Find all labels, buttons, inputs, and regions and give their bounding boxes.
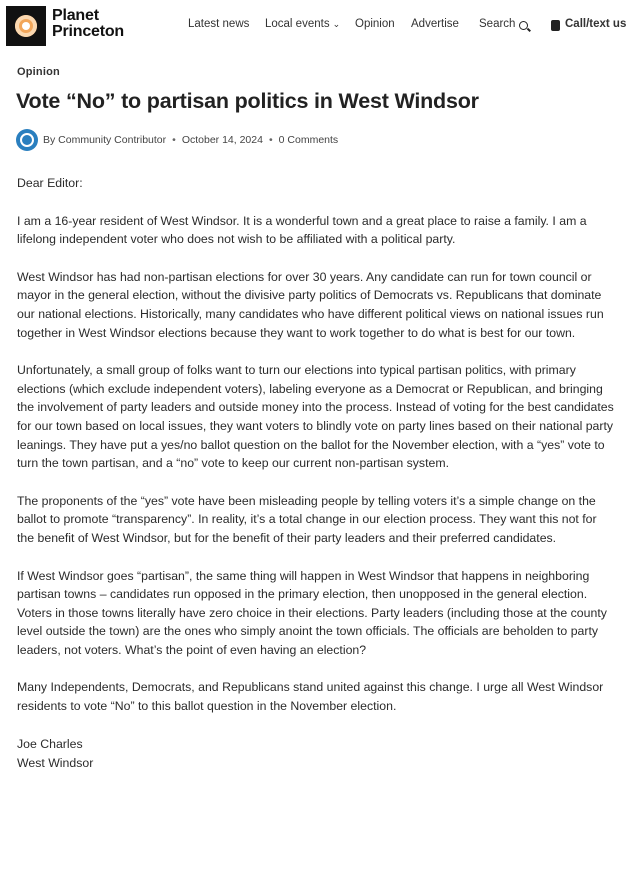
article-paragraph: If West Windsor goes “partisan”, the same thing will happen in West Windsor that happens in neighboring partisan towns – candidates run opposed in the primary election, then unopposed in the general election. Voters in those towns literally have zero choice in their elections. Party leaders (including those at the county level outside the town) are the ones who simply anoint the town officials. The officials are beholden to party leaders, not voters. What’s the point of even having an election?: [17, 568, 607, 657]
site-header: [0, 0, 629, 56]
article-paragraph: The proponents of the “yes” vote have been misleading people by telling voters it’s a simple change on the ballot to promote “transparency”. In reality, it’s a total change in our election process. They want this not for the benefit of West Windsor, but for the benefit of their party leaders and their preferred candidates.: [17, 493, 597, 545]
logo-line-1: Planet: [52, 7, 99, 24]
nav-latest-news[interactable]: Latest news: [188, 18, 250, 30]
chevron-down-icon: ⌄: [332, 18, 341, 29]
article-paragraph: I am a 16-year resident of West Windsor. It is a wonderful town and a great place to raise a family. I am a lifelong independent voter who does not wish to be affiliated with a political party.: [17, 213, 587, 247]
article-comments-link[interactable]: 0 Comments: [278, 134, 339, 146]
signature-name: Joe Charles: [17, 736, 83, 751]
article-date: October 14, 2024: [181, 134, 263, 146]
search-icon: [519, 21, 528, 30]
article-paragraph: Many Independents, Democrats, and Republicans stand united against this change. I urge all West Windsor residents to vote “No” to this ballot question in the November election.: [17, 680, 604, 714]
nav-advertise[interactable]: Advertise: [411, 18, 459, 30]
article-paragraph: Unfortunately, a small group of folks want to turn our elections into typical partisan politics, with primary elections (which exclude independent voters), labeling everyone as a Democrat or Republican, and bringing the involvement of party leaders and outside money into the process. Instead of voting for the best candidates for our town based on local issues, they want voters to blindly vote on party lines based on their national party leanings. They have put a yes/no ballot question on the ballot for the November election, with a “yes” vote to turn the town partisan, and a “no” vote to keep our current non-partisan system.: [17, 363, 614, 471]
article-meta: [16, 128, 338, 152]
article-category[interactable]: Opinion: [17, 66, 60, 78]
meta-separator: •: [268, 134, 273, 146]
article-paragraph: West Windsor has had non-partisan elections for over 30 years. Any candidate can run for town council or mayor in the general election, without the divisive party politics of Democrats vs. Republicans that dominate our national elections. Historically, many candidates who have different political views on national issues run together in West Windsor elections because they want to work together to do what is best for our town.: [17, 269, 604, 340]
nav-local-events[interactable]: Local events ⌄: [265, 18, 341, 30]
search-button[interactable]: Search: [479, 18, 528, 30]
meta-separator: •: [172, 134, 176, 146]
article-body: [17, 174, 617, 773]
nav-opinion[interactable]: Opinion: [355, 18, 395, 30]
article-byline[interactable]: By Community Contributor: [43, 134, 167, 146]
signature-place: West Windsor: [17, 755, 94, 770]
call-text-button[interactable]: Call/text us: [551, 18, 626, 30]
article-paragraph: Dear Editor:: [17, 176, 83, 190]
author-avatar-icon[interactable]: [16, 129, 38, 151]
article-title: Vote “No” to partisan politics in West Windsor: [16, 89, 479, 113]
phone-icon: [551, 20, 560, 31]
site-logo-icon[interactable]: [6, 6, 46, 46]
site-logo-text[interactable]: [52, 8, 124, 40]
logo-line-2: Princeton: [52, 23, 124, 40]
